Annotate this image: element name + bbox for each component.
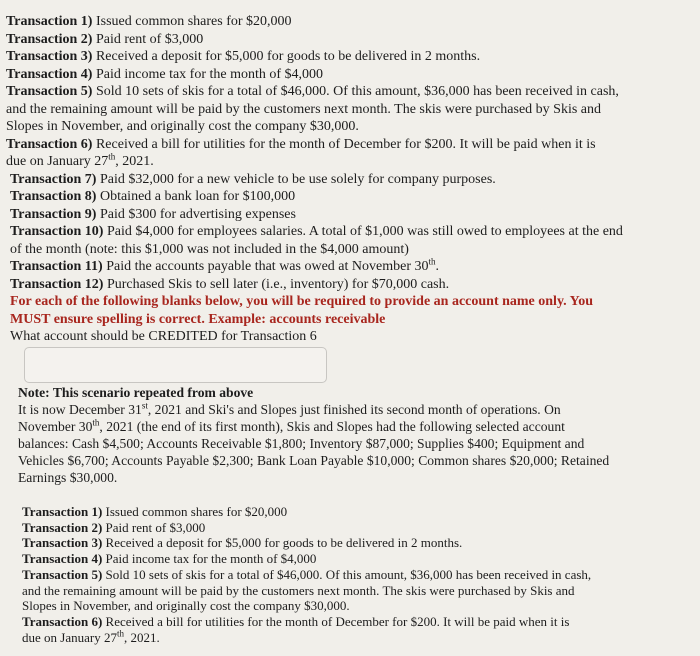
transaction-line: Transaction 3) Received a deposit for $5,000 for goods to be delivered in 2 months. <box>6 49 481 64</box>
transaction-line: Transaction 4) Paid income tax for the month of $4,000 <box>22 551 317 567</box>
transaction-line: Transaction 6) Received a bill for utilities for the month of December for $200. It will be paid when it is <box>22 613 570 629</box>
question-text: What account should be CREDITED for Transaction 6 <box>10 329 317 344</box>
transaction-line: Transaction 4) Paid income tax for the month of $4,000 <box>6 66 324 82</box>
transaction-line: Transaction 8) Obtained a bank loan for $100,000 <box>10 189 296 204</box>
transaction-line: Transaction 5) Sold 10 sets of skis for a total of $46,000. Of this amount, $36,000 has been received in cash, <box>22 566 592 582</box>
transaction-line: Transaction 6) Received a bill for utilities for the month of December for $200. It will be paid when it is <box>6 136 596 152</box>
transaction-line: Transaction 9) Paid $300 for advertising expenses <box>10 206 296 222</box>
transaction-line: Transaction 7) Paid $32,000 for a new vehicle to be use solely for company purposes. <box>10 171 496 187</box>
transaction-line: due on January 27th, 2021. <box>22 628 160 645</box>
top-transaction-list <box>6 13 623 346</box>
transaction-line: Slopes in November, and originally cost the company $30,000. <box>22 598 350 614</box>
transaction-line: Transaction 2) Paid rent of $3,000 <box>22 519 206 535</box>
transaction-line: of the month (note: this $1,000 was not included in the $4,000 amount) <box>10 241 409 257</box>
transaction-line: Slopes in November, and originally cost the company $30,000. <box>6 119 359 134</box>
answer-input[interactable] <box>24 347 327 383</box>
note-line: balances: Cash $4,500; Accounts Receivable $1,800; Inventory $87,000; Supplies $400; Equipment and <box>18 436 585 451</box>
transaction-line: Transaction 2) Paid rent of $3,000 <box>6 31 204 47</box>
transaction-line: Transaction 5) Sold 10 sets of skis for a total of $46,000. Of this amount, $36,000 has been received in cash, <box>6 84 619 99</box>
transaction-line: Transaction 12) Purchased Skis to sell later (i.e., inventory) for $70,000 cash. <box>10 276 450 292</box>
note-line: Earnings $30,000. <box>18 470 118 485</box>
transaction-line: Transaction 11) Paid the accounts payable that was owed at November 30th. <box>10 256 440 274</box>
transaction-line: Transaction 3) Received a deposit for $5,000 for goods to be delivered in 2 months. <box>22 535 463 551</box>
transaction-line: and the remaining amount will be paid by the customers next month. The skis were purchased by Skis and <box>6 101 602 117</box>
note-title: Note: This scenario repeated from above <box>18 385 254 400</box>
note-line: November 30th, 2021 (the end of its first month), Skis and Slopes had the following selected account <box>18 417 565 434</box>
bottom-transaction-list <box>22 504 591 645</box>
transaction-line: and the remaining amount will be paid by the customers next month. The skis were purchased by Skis and <box>22 582 575 598</box>
note-line: Vehicles $6,700; Accounts Payable $2,300; Bank Loan Payable $10,000; Common shares $20,000; Retained <box>18 453 610 468</box>
transaction-line: Transaction 1) Issued common shares for $20,000 <box>6 14 292 29</box>
transaction-line: Transaction 10) Paid $4,000 for employees salaries. A total of $1,000 was still owed to employees at the end <box>10 224 623 239</box>
transaction-line: Transaction 1) Issued common shares for $20,000 <box>22 504 288 519</box>
transaction-line: due on January 27th, 2021. <box>6 151 154 169</box>
scenario-note <box>18 384 609 486</box>
note-line: It is now December 31st, 2021 and Ski's and Slopes just finished its second month of operations. On <box>18 400 561 417</box>
instruction-line: For each of the following blanks below, you will be required to provide an account name only. You <box>10 294 594 309</box>
instruction-line: MUST ensure spelling is correct. Example: accounts receivable <box>10 311 386 327</box>
